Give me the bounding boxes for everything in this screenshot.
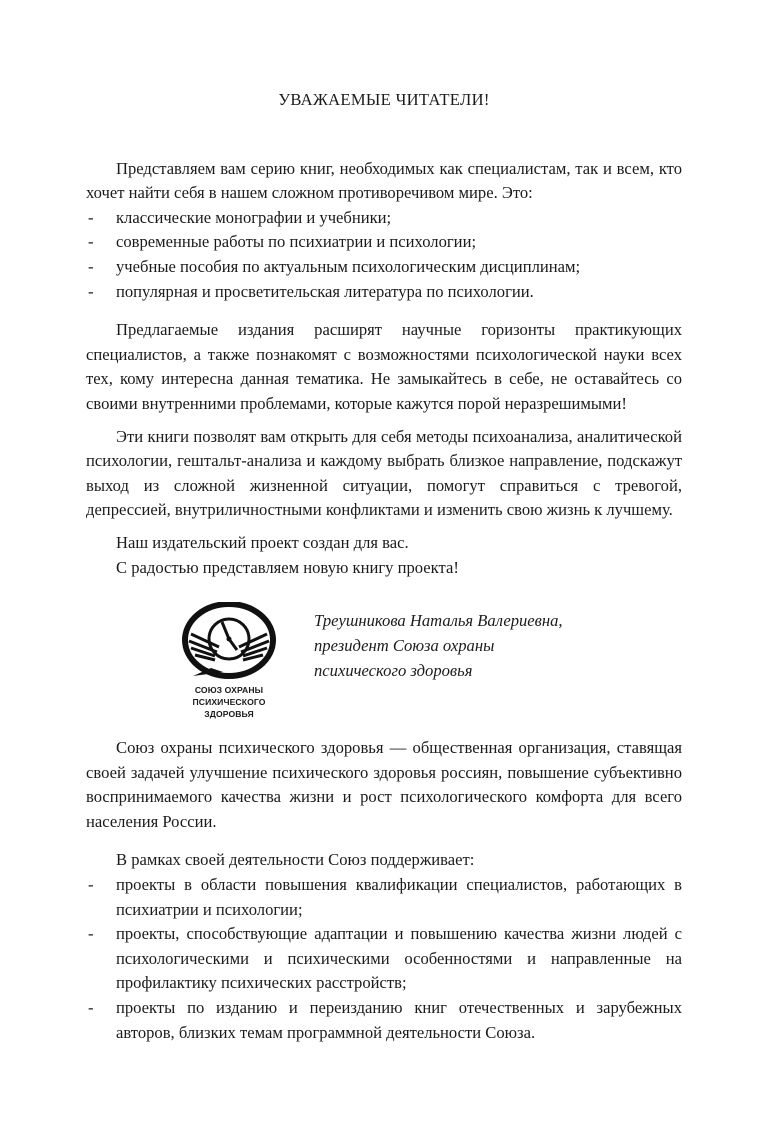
list-item: - проекты по изданию и переизданию книг отечественных и зарубежных авторов, близких темам программной деятельности Союза. xyxy=(86,996,682,1045)
signature-name: Треушникова Наталья Валериевна, xyxy=(314,611,563,631)
list-item: - классические монографии и учебники; xyxy=(86,206,682,231)
page-title: УВАЖАЕМЫЕ ЧИТАТЕЛИ! xyxy=(278,90,490,109)
signature-block xyxy=(86,602,682,720)
signature-role: президент Союза охраны xyxy=(314,636,495,656)
logo-caption: СОЮЗ ОХРАНЫ xyxy=(194,685,264,696)
closing-block xyxy=(86,531,682,580)
books-list xyxy=(86,206,682,304)
document-page xyxy=(86,88,682,1045)
list-item: - проекты, способствующие адаптации и повышению качества жизни людей с психологическими и психическими особенностями и направленные на профилактику психических расстройств; xyxy=(86,922,682,996)
union-logo xyxy=(172,602,286,720)
union-description-paragraph: Союз охраны психического здоровья — общественная организация, ставящая своей задачей улучшение психического здоровья россиян, повышение субъективно воспринимаемого качества жизни и рост психологического комфорта для всего населения России. xyxy=(86,738,682,831)
support-intro: В рамках своей деятельности Союз поддерживает: xyxy=(116,850,475,870)
signature-role: психического здоровья xyxy=(314,661,473,681)
list-item: - популярная и просветительская литература по психологии. xyxy=(86,280,682,305)
closing-line: С радостью представляем новую книгу проекта! xyxy=(116,557,459,577)
signature xyxy=(314,608,563,683)
list-item: - учебные пособия по актуальным психологическим дисциплинам; xyxy=(86,255,682,280)
closing-line: Наш издательский проект создан для вас. xyxy=(116,532,409,552)
books-benefits-paragraph: Эти книги позволят вам открыть для себя методы психоанализа, аналитической психологии, гештальт-анализа и каждому выбрать близкое направление, подскажут выход из сложной жизненной ситуации, помогут справиться с тревогой, депрессией, внутриличностными конфликтами и изменить свою жизнь к лучшему. xyxy=(86,426,682,520)
editions-paragraph: Предлагаемые издания расширят научные горизонты практикующих специалистов, а также познакомят с возможностями психологической науки всех тех, кому интересна данная тематика. Не замыкайтесь в себе, не оставайтесь со своими внутренними проблемами, которые кажутся порой неразрешимыми! xyxy=(86,320,682,413)
list-item: - проекты в области повышения квалификации специалистов, работающих в психиатрии и психологии; xyxy=(86,873,682,922)
intro-paragraph: Представляем вам серию книг, необходимых как специалистам, так и всем, кто хочет найти себя в нашем сложном противоречивом мире. Это: xyxy=(86,158,682,203)
logo-caption: ПСИХИЧЕСКОГО ЗДОРОВЬЯ xyxy=(192,697,266,720)
list-item: - современные работы по психиатрии и психологии; xyxy=(86,230,682,255)
clock-wings-emblem-icon xyxy=(181,602,277,682)
support-list xyxy=(86,873,682,1045)
